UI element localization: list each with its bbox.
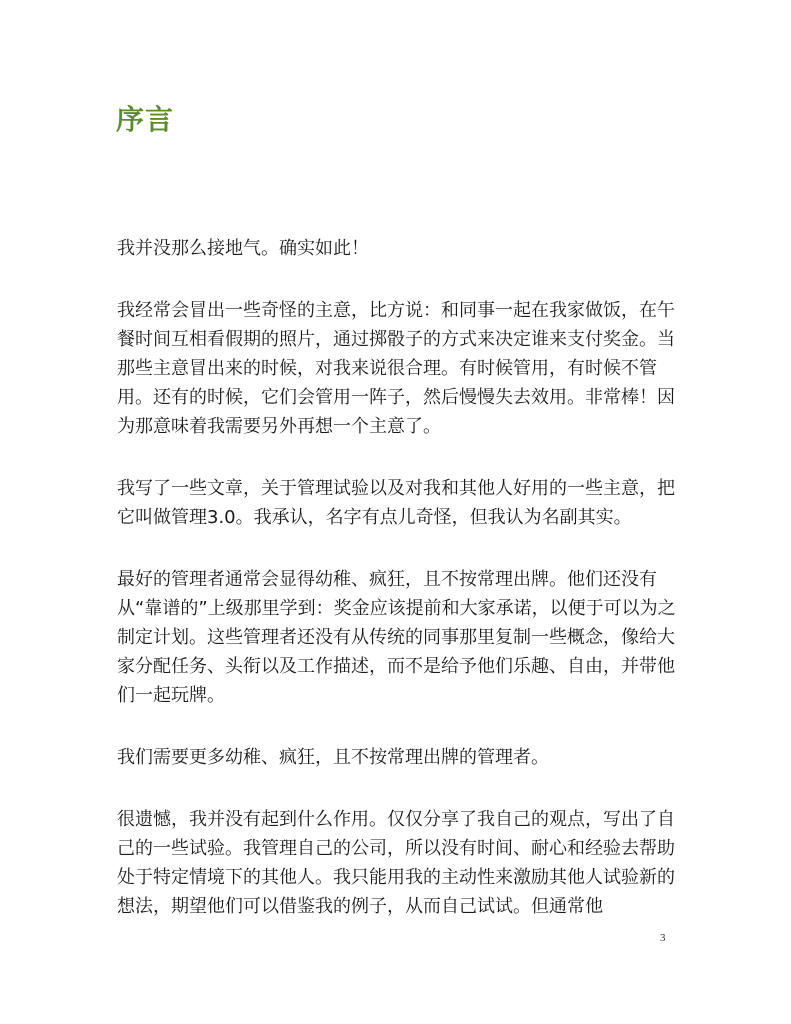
page-title: 序言 [116, 103, 175, 136]
paragraph-4: 最好的管理者通常会显得幼稚、疯狂，且不按常理出牌。他们还没有从“靠谱的”上级那里学到：奖金应该提前和大家承诺，以便于可以为之制定计划。这些管理者还没有从传统的同事那里复制一些概念，像给大家分配任务、头衔以及工作描述，而不是给予他们乐趣、自由，并带他们一起玩牌。 [117, 569, 676, 706]
body-text [117, 234, 677, 954]
page-number: 3 [660, 932, 666, 944]
paragraph-2: 我经常会冒出一些奇怪的主意，比方说：和同事一起在我家做饭，在午餐时间互相看假期的照片，通过掷骰子的方式来决定谁来支付奖金。当那些主意冒出来的时候，对我来说很合理。有时候管用，有时候不管用。还有的时候，它们会管用一阵子，然后慢慢失去效用。非常棒！因为那意味着我需要另外再想一个主意了。 [117, 300, 675, 437]
paragraph-3: 我写了一些文章，关于管理试验以及对我和其他人好用的一些主意，把它叫做管理3.0。我承认，名字有点儿奇怪，但我认为名副其实。 [117, 478, 675, 528]
paragraph-1: 我并没那么接地气。确实如此！ [117, 238, 369, 259]
paragraph-6: 很遗憾，我并没有起到什么作用。仅仅分享了我自己的观点，写出了自己的一些试验。我管理自己的公司，所以没有时间、耐心和经验去帮助处于特定情境下的其他人。我只能用我的主动性来激励其他人试验新的想法，期望他们可以借鉴我的例子，从而自己试试。但通常他 [117, 809, 675, 917]
paragraph-5: 我们需要更多幼稚、疯狂，且不按常理出牌的管理者。 [117, 747, 549, 768]
